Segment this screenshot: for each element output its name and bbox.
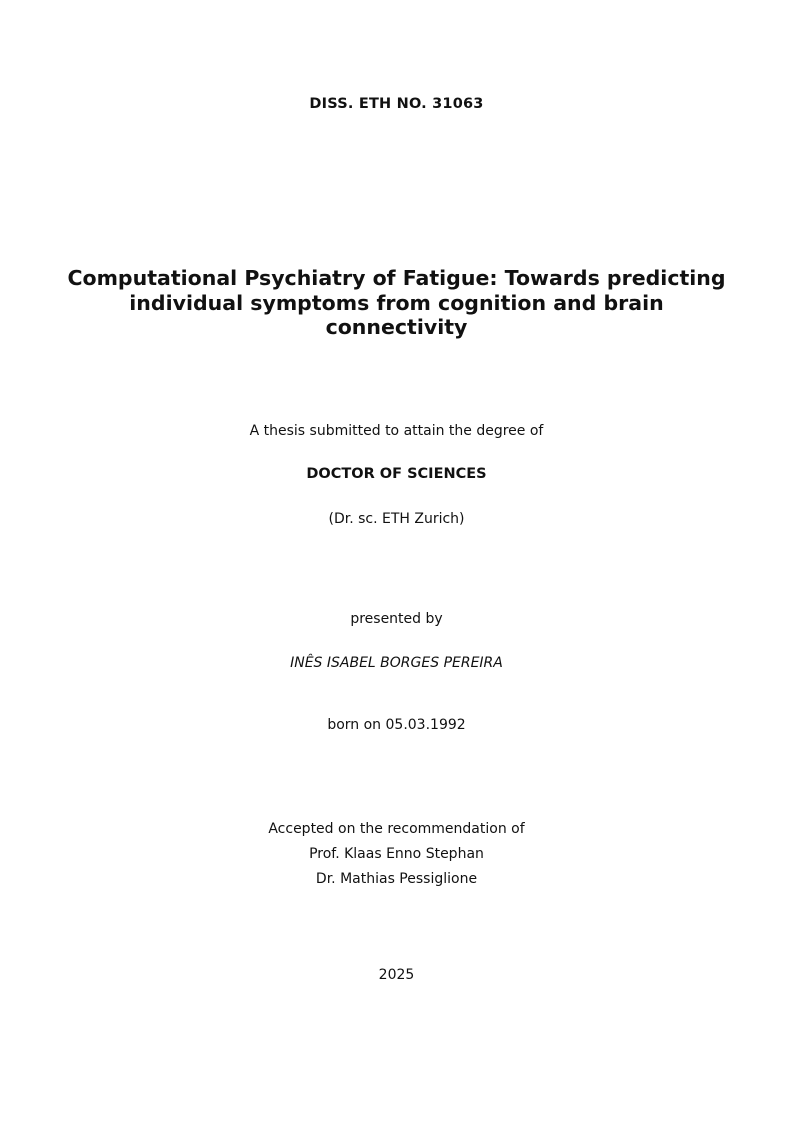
recommendation-intro: Accepted on the recommendation of [268, 821, 525, 837]
author-name: INÊS ISABEL BORGES PEREIRA [290, 655, 503, 671]
presented-by-label: presented by [350, 611, 443, 627]
author-birthdate: born on 05.03.1992 [327, 717, 466, 733]
degree-abbreviation: (Dr. sc. ETH Zurich) [328, 511, 465, 527]
referee-2: Dr. Mathias Pessiglione [315, 871, 478, 887]
thesis-title-line-1: Computational Psychiatry of Fatigue: Towards predicting [67, 266, 726, 290]
referee-1: Prof. Klaas Enno Stephan [309, 846, 484, 862]
recommendation-block [0, 817, 793, 892]
submitted-statement: A thesis submitted to attain the degree of [249, 423, 544, 439]
thesis-title-line-2: individual symptoms from cognition and brain [129, 290, 664, 315]
thesis-title-line-3: connectivity [325, 315, 468, 339]
publication-year: 2025 [378, 967, 415, 983]
degree-title: DOCTOR OF SCIENCES [306, 466, 487, 482]
dissertation-number: DISS. ETH NO. 31063 [309, 96, 484, 112]
thesis-title [0, 266, 793, 340]
